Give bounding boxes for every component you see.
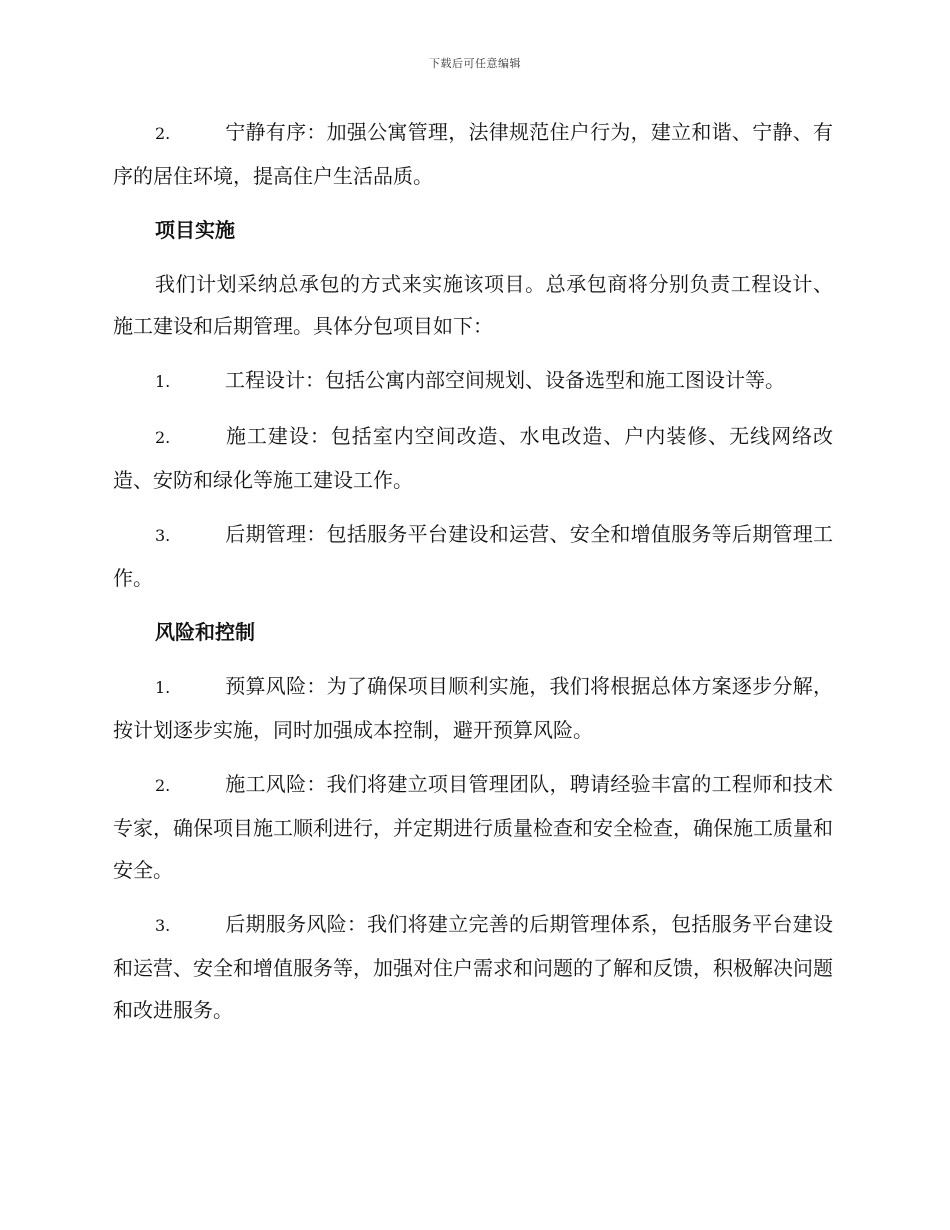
list-number: 1. bbox=[155, 372, 171, 391]
paragraph-implementation-intro: 我们计划采纳总承包的方式来实施该项目。总承包商将分别负责工程设计、施工建设和后期管理。具体分包项目如下： bbox=[113, 272, 833, 338]
list-text: 宁静有序：加强公寓管理，法律规范住户行为，建立和谐、宁静、有序的居住环境，提高住户生活品质。 bbox=[113, 120, 833, 188]
list-number: 2. bbox=[155, 428, 171, 447]
list-number: 2. bbox=[155, 776, 171, 795]
list-item bbox=[113, 513, 833, 599]
list-number: 2. bbox=[155, 124, 171, 143]
list-item bbox=[113, 359, 833, 403]
list-item bbox=[113, 111, 833, 197]
list-item bbox=[113, 903, 833, 1031]
section-heading-implementation: 项目实施 bbox=[155, 218, 235, 242]
list-item bbox=[113, 763, 833, 891]
list-text: 预算风险：为了确保项目顺利实施，我们将根据总体方案逐步分解，按计划逐步实施，同时加强成本控制，避开预算风险。 bbox=[113, 674, 833, 742]
list-number: 3. bbox=[155, 916, 171, 935]
list-number: 3. bbox=[155, 526, 171, 545]
page-header: 下载后可任意编辑 bbox=[429, 57, 521, 70]
list-text: 工程设计：包括公寓内部空间规划、设备选型和施工图设计等。 bbox=[225, 368, 785, 392]
list-text: 后期服务风险：我们将建立完善的后期管理体系，包括服务平台建设和运营、安全和增值服务等，加强对住户需求和问题的了解和反馈，积极解决问题和改进服务。 bbox=[113, 912, 833, 1022]
list-text: 后期管理：包括服务平台建设和运营、安全和增值服务等后期管理工作。 bbox=[113, 522, 833, 590]
list-text: 施工建设：包括室内空间改造、水电改造、户内装修、无线网络改造、安防和绿化等施工建设工作。 bbox=[113, 424, 833, 492]
list-item bbox=[113, 665, 833, 751]
document-body bbox=[113, 111, 833, 1031]
section-heading-risk: 风险和控制 bbox=[155, 620, 255, 644]
list-item bbox=[113, 415, 833, 501]
list-number: 1. bbox=[155, 678, 171, 697]
list-text: 施工风险：我们将建立项目管理团队，聘请经验丰富的工程师和技术专家，确保项目施工顺利进行，并定期进行质量检查和安全检查，确保施工质量和安全。 bbox=[113, 772, 833, 882]
